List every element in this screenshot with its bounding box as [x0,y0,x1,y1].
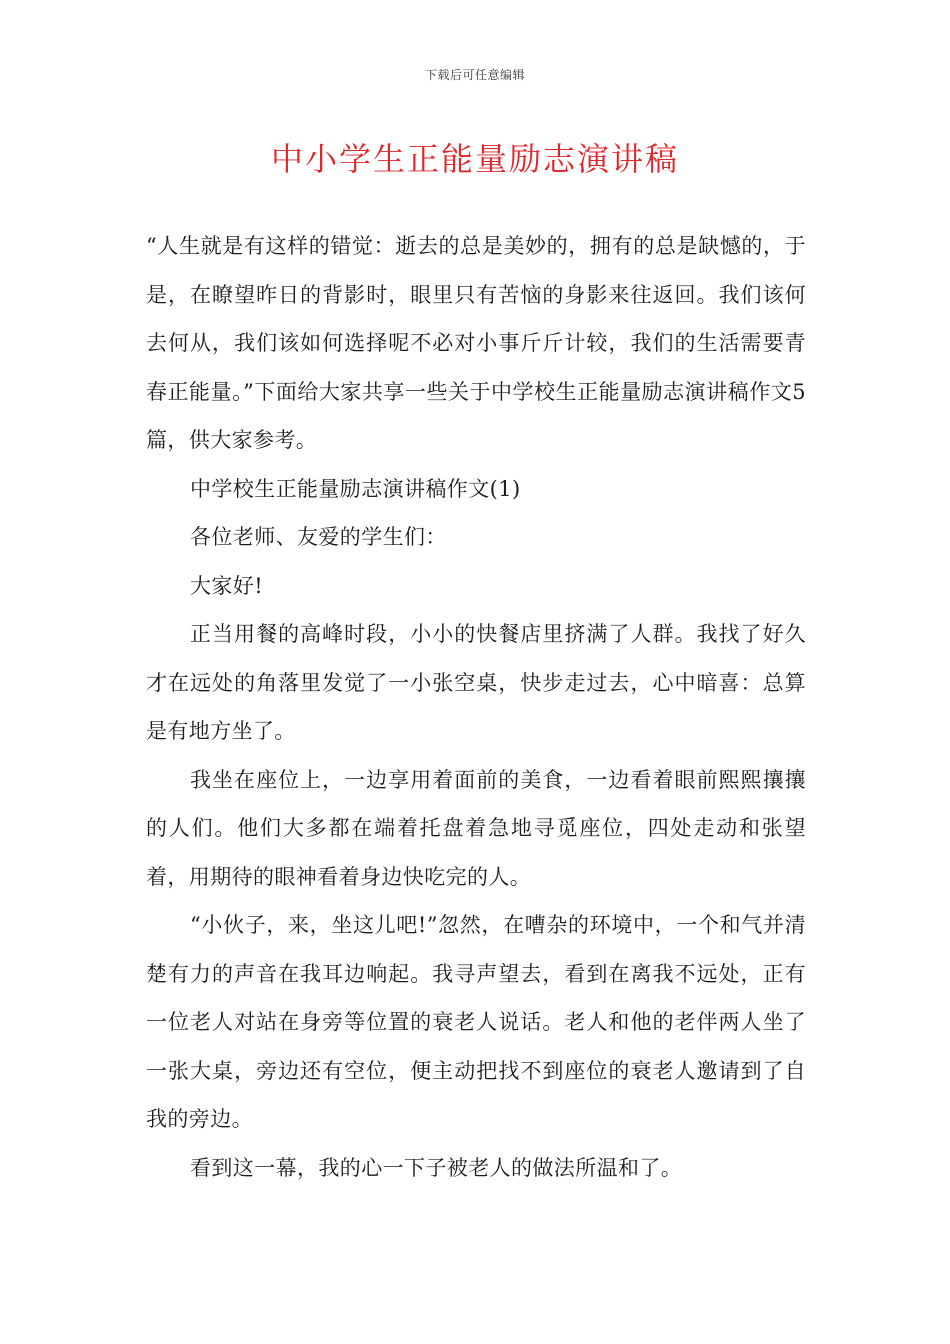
document-title: 中小学生正能量励志演讲稿 [270,140,679,178]
paragraph: 我坐在座位上，一边享用着面前的美食，一边看着眼前熙熙攘攘的人们。他们大多都在端着托盘着急地寻觅座位，四处走动和张望着，用期待的眼神看着身边快吃完的人。 [146,767,806,889]
paragraph: “人生就是有这样的错觉：逝去的总是美妙的，拥有的总是缺憾的，于是，在瞭望昨日的背影时，眼里只有苦恼的身影来往返回。我们该何去何从，我们该如何选择呢不必对小事斤斤计较，我们的生活需要青春正能量。”下面给大家共享一些关于中学校生正能量励志演讲稿作文5篇，供大家参考。 [146,234,806,452]
paragraph: 各位老师、友爱的学生们： [190,525,447,549]
header-note: 下载后可任意编辑 [424,68,525,82]
paragraph: 正当用餐的高峰时段，小小的快餐店里挤满了人群。我找了好久才在远处的角落里发觉了一小张空桌，快步走过去，心中暗喜：总算是有地方坐了。 [146,622,806,743]
paragraph: “小伙子，来，坐这儿吧!”忽然，在嘈杂的环境中，一个和气并清楚有力的声音在我耳边响起。我寻声望去，看到在离我不远处，正有一位老人对站在身旁等位置的衰老人说话。老人和他的老伴两人坐了一张大桌，旁边还有空位，便主动把找不到座位的衰老人邀请到了自我的旁边。 [146,913,806,1131]
paragraph: 看到这一幕，我的心一下子被老人的做法所温和了。 [190,1155,683,1180]
paragraph: 大家好! [190,573,264,598]
document-body [146,222,806,1192]
paragraph: 中学校生正能量励志演讲稿作文(1) [190,476,521,501]
